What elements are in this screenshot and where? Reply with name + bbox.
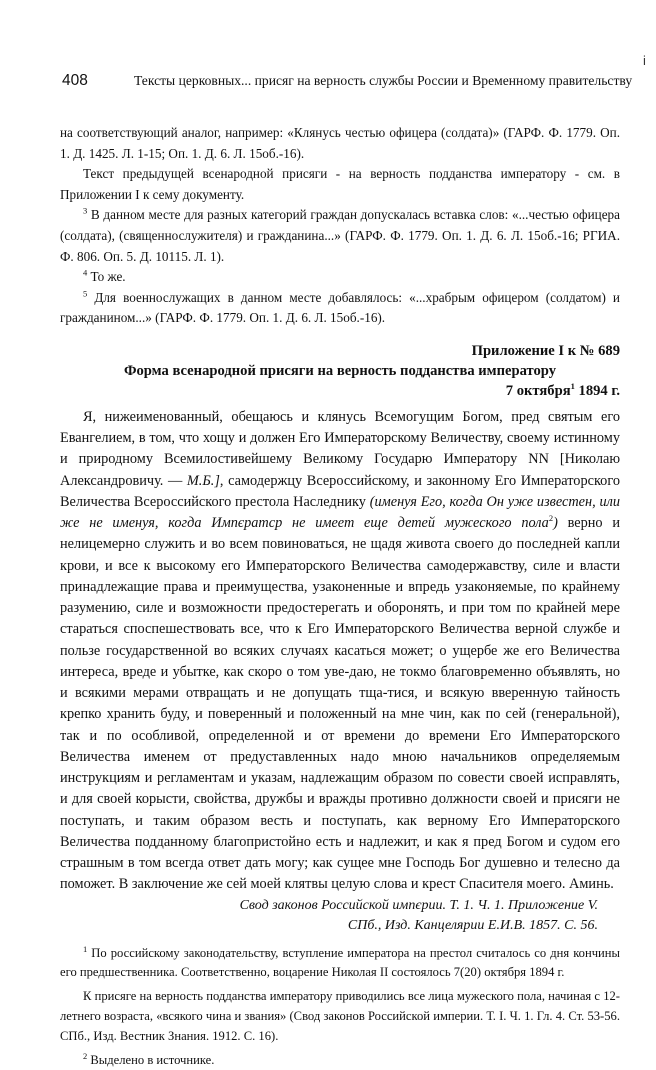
- note-5-number: 5: [83, 288, 88, 299]
- appendix-date: [60, 381, 620, 401]
- note-5: [60, 288, 620, 329]
- oath-italic-remark-close: ): [553, 515, 558, 532]
- note-1-continuation: на соответствующий аналог, например: «Клянусь честью офицера (солдата)» (ГАРФ. Ф. 1779. Оп. 1. Д. 1425. Л. 1-15; Оп. 1. Д. 6. Л. 15об.-16).: [60, 125, 620, 161]
- page-number: 408: [62, 72, 88, 89]
- note-4-text: То же.: [87, 269, 126, 285]
- oath-text-part-1: Я, нижеименованный, обещаюсь и клянусь Всемогущим Богом, пред святым его Евангелием, в том, что хощу и должен Его Императорскому Величеству, своему истинному и природному Всемилостивейшему Великому Государю Императору NN [Николаю Александровичу. —: [60, 408, 620, 489]
- footnote-2: [60, 1051, 620, 1070]
- appendix-date-footnote-ref: 1: [570, 381, 575, 392]
- note-3: [60, 205, 620, 267]
- page-header: [62, 72, 633, 96]
- appendix-heading: [60, 341, 620, 401]
- note-4-number: 4: [83, 267, 88, 278]
- oath-italic-remark: (именуя Его, когда Он уже известен, или же не именуя, когда Импєратср не имеет еще детей мужеского пола: [60, 493, 620, 532]
- oath-text-part-3: верно и нелицемерно служить и во всем повиноваться, не щадя живота своего до последней капли крови, и все к высокому его Императорского Величества самодержавству, силе и власти принадлежащие права и преимущества, узаконенные и впредь узаконяемые, по крайнему разумению, силе и возможности предостерегать и оборонять, и при том по крайней мере стараться споспешествовать все, что к Его Императорского Величества верной службе и пользе государственной во всяких случаях касаться может; о ущербе же его Величества интереса, вреде и убытке, как скоро о том уве-даю, не токмо благовременно объявлять, но и всякими мерами отвращать и не допущать тща-тися, и всякую вверенную тайность крепко хранить буду, и поверенный и положенный на мне чин, как по сей (генеральной), так и по особливой, определенной и от времени до времени Его Императорского Величества именем от предуставленных надо мною начальников определяемым инструкциям и регламентам и указам, надлежащим образом по совести своей исправлять, и для своей корысти, свойства, дружбы и вражды противно должности своей и присяги не поступать, и таким образом весть и поступать, как верному Его Императорского Величества подданному благопристойно есть и надлежит, и как я пред Богом и судом его страшным в том всегда ответ дать могу; как сущее мне Господь Бог душевно и телесно да поможет. В заключение же сей моей клятвы целую слова и крест Спасителя моего. Аминь.: [60, 515, 620, 893]
- footnote-2-number: 2: [83, 1050, 88, 1061]
- corner-mark: i: [643, 53, 646, 68]
- footnote-1-continuation: К присяге на верность подданства императору приводились все лица мужеского пола, начиная с 12-летнего возраста, «всякого чина и звания» (Свод законов Российской империи. Т. I. Ч. 1. Гл. 4. Ст. 53-56. СПб., Изд. Вестник Знания. 1912. С. 16).: [60, 989, 620, 1043]
- appendix-date-year: 1894 г.: [574, 382, 620, 399]
- appendix-title: Форма всенародной присяги на верность подданства императору: [123, 362, 557, 379]
- footnote-1-text: По российскому законодательству, вступление императора на престол считалось со дня кончины его предшественника. Соответственно, воцарение Николая II состоялось 7(20) октября 1894 г.: [60, 945, 620, 980]
- page-body: [60, 123, 620, 1070]
- note-2: Текст предыдущей всенародной присяги - на верность подданства императору - см. в Приложении I к сему документу.: [60, 166, 620, 202]
- note-4: [60, 267, 620, 288]
- footnote-1-number: 1: [83, 943, 88, 954]
- footnote-1: [60, 944, 620, 984]
- running-title: Тексты церковных... присяг на верность службы России и Временному правительству: [134, 73, 633, 88]
- oath-text: [60, 407, 620, 896]
- note-5-text: Для военнослужащих в данном месте добавлялось: «...храбрым офицером (солдатом) и гражданином...» (ГАРФ. Ф. 1779. Оп. 1. Д. 6. Л. 15об.-16).: [60, 289, 620, 326]
- oath-text-part-2: , самодержцу Всероссийскому, и законному Его Императорского Величества Всероссийского престола Наследнику: [60, 472, 620, 510]
- appendix-date-day: 7 октября: [505, 382, 571, 399]
- source-line-1: Свод законов Российской импєрии. Т. 1. Ч. 1. Приложение V.: [239, 897, 598, 913]
- oath-editor-initials: М.Б.]: [182, 472, 220, 489]
- note-3-number: 3: [83, 205, 88, 216]
- oath-footnote-ref: 2: [548, 513, 554, 524]
- footnote-2-text: Выделено в источнике.: [87, 1052, 215, 1067]
- source-line-2: СПб., Изд. Канцелярии Е.И.В. 1857. С. 56.: [347, 917, 598, 933]
- appendix-label: Приложение I к № 689: [471, 342, 620, 359]
- note-3-text: В данном месте для разных категорий граждан допускалась вставка слов: «...честью офицера (солдата), (священнослужителя) и гражданина...» (ГАРФ. Ф. 1779. Оп. 1. Д. 6. Л. 15об.-16; РГИА. Ф. 806. Оп. 5. Д. 10115. Л. 1).: [60, 207, 620, 264]
